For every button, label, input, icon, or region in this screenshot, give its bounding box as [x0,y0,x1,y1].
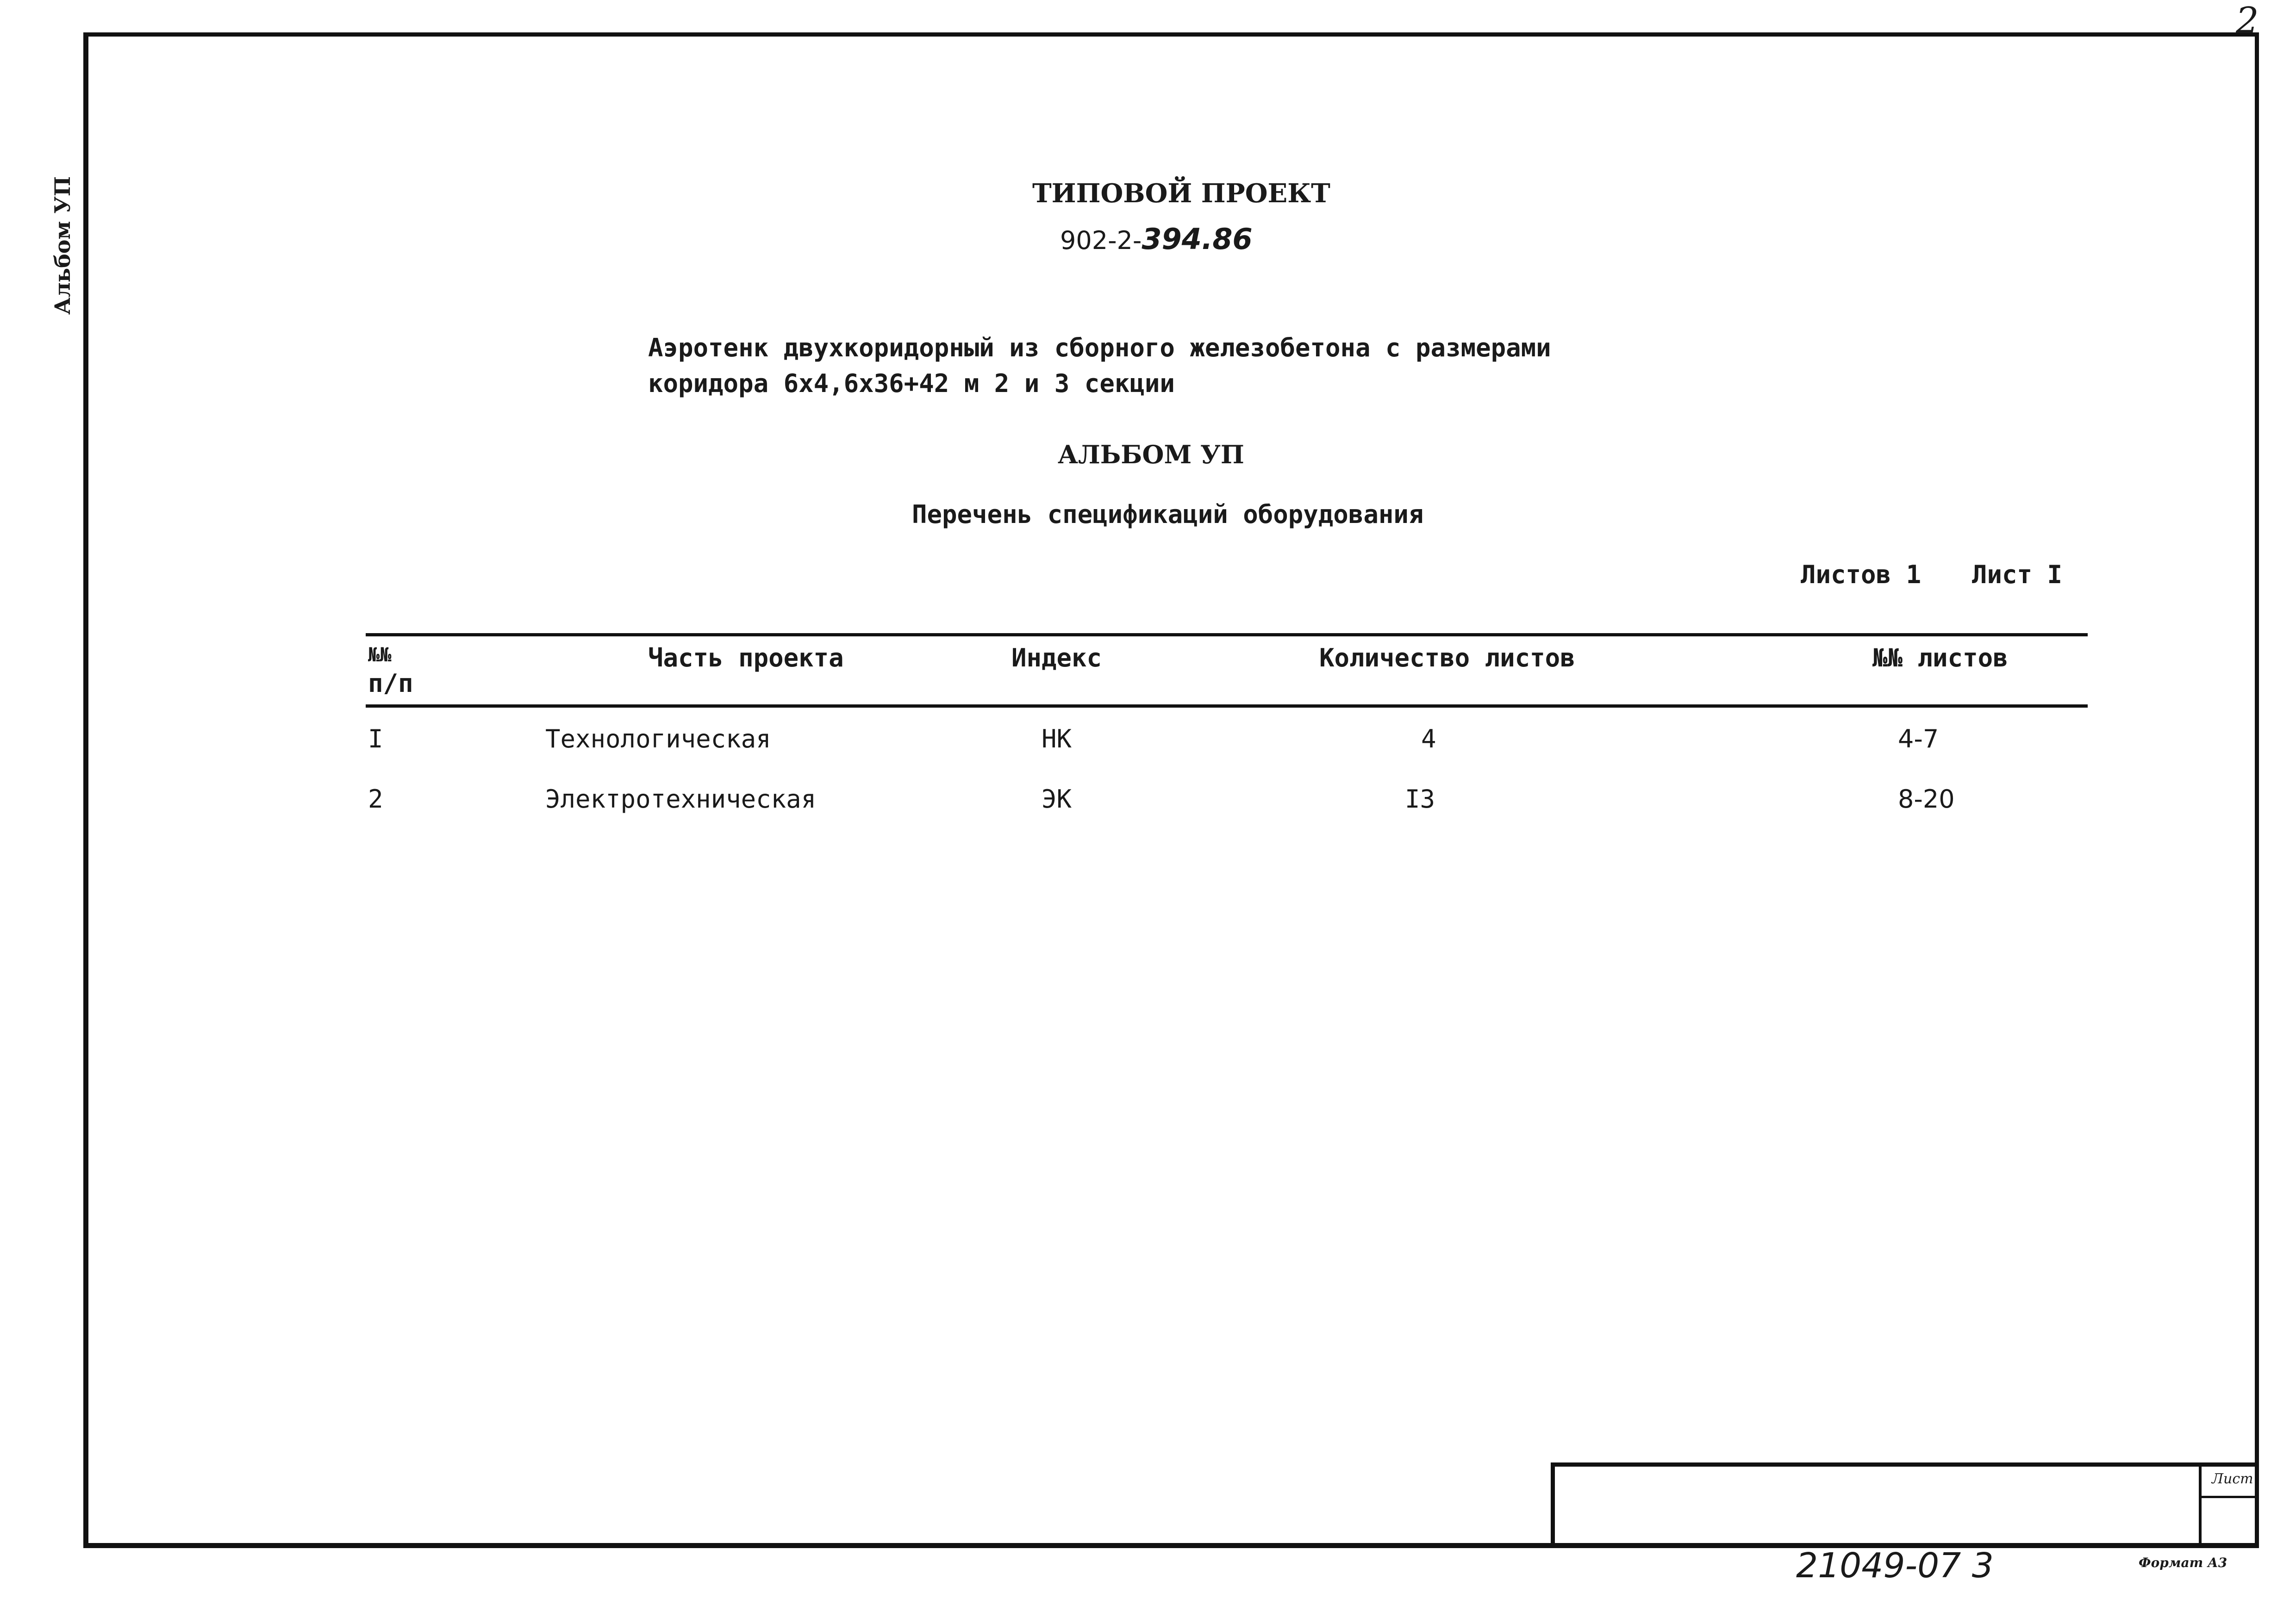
row-sheets: 8-20 [1898,784,1955,814]
row-num: 2 [368,784,383,814]
project-code-handwritten: 394.86 [1142,222,1253,256]
paper-format: Формат А3 [2139,1555,2227,1570]
album-title: АЛЬБОМ УП [1058,440,1244,469]
row-index: ЭК [1042,784,1072,814]
row-sheets: 4-7 [1898,724,1939,753]
row-index: НК [1042,724,1072,753]
header-index: Индекс [1011,643,1102,672]
header-num-line-1: №№ [368,643,392,666]
sheet-cell-divider [2202,1496,2259,1498]
table-header-rule [366,704,2088,708]
row-count: I3 [1405,784,1435,814]
project-type-title: ТИПОВОЙ ПРОЕКТ [1032,178,1330,209]
row-part: Технологическая [545,724,771,753]
header-part: Часть проекта [648,643,844,672]
page-mark: 2 [2236,0,2259,42]
description-line-1: Аэротенк двухкоридорный из сборного железобетона с размерами [648,333,1551,362]
table-top-rule [366,633,2088,636]
project-code-prefix: 902-2- [1060,226,1142,255]
project-code [1060,222,1253,256]
header-count: Количество листов [1319,643,1575,672]
sheet-cell-label: Лист [2212,1471,2253,1487]
row-num: I [368,724,383,753]
sheet-current: Лист I [1972,560,2063,589]
sheets-total: Листов 1 [1801,560,1922,589]
row-part: Электротехническая [545,784,817,814]
sheet-number-cell [2199,1462,2259,1548]
document-number: 21049-07 3 [1796,1546,1994,1586]
row-count: 4 [1421,724,1436,753]
header-sheets: №№ листов [1872,643,2008,672]
album-side-label: Альбом УП [50,176,75,315]
title-block [1551,1462,2259,1548]
subtitle: Перечень спецификаций оборудования [912,500,1424,529]
header-num-line-2: п/п [368,669,413,698]
description-line-2: коридора 6x4,6x36+42 м 2 и 3 секции [648,369,1175,398]
